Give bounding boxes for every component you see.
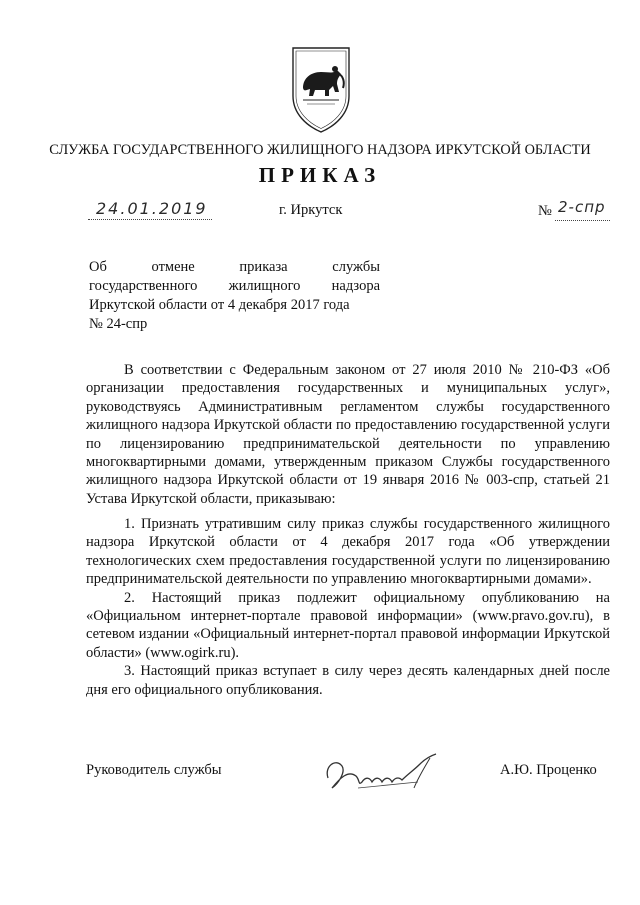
order-items: [86, 515, 610, 699]
preamble-paragraph: В соответствии с Федеральным законом от 27 июля 2010 № 210-ФЗ «Об организации предоставления государственных и муниципальных услуг», руководствуясь Административным регламентом службы государственного жилищного надзора Иркутской области по предоставлению государственной услуги по лицензированию предпринимательской деятельности по управлению многоквартирными домами, утвержденным приказом Службы государственного жилищного надзора Иркутской области от 19 января 2016 № 003-спр, статьей 21 Устава Иркутской области, приказываю:: [86, 362, 610, 507]
document-title: ПРИКАЗ: [258, 163, 382, 187]
date-underline: [88, 219, 212, 220]
document-number: 2-спр: [558, 198, 606, 216]
number-label: №: [538, 203, 552, 219]
subject-line: Иркутской области от 4 декабря 2017 года: [89, 297, 350, 313]
preamble-section: [86, 361, 610, 508]
signatory-name: А.Ю. Проценко: [500, 762, 597, 778]
subject-line: Об отмене приказа службы: [89, 259, 380, 275]
order-item: 1. Признать утратившим силу приказ службы государственного жилищного надзора Иркутской области от 4 декабря 2017 года «Об утверждении технологических схем предоставления государственной услуги по лицензированию предпринимательской деятельности по управлению многоквартирными домами».: [86, 516, 610, 588]
document-city: г. Иркутск: [279, 202, 343, 218]
subject-line: государственного жилищного надзора: [89, 278, 380, 294]
document-subject: [89, 258, 380, 334]
order-item: 3. Настоящий приказ вступает в силу через десять календарных дней после дня его официального опубликования.: [86, 663, 610, 698]
signatory-role: Руководитель службы: [86, 762, 222, 778]
number-underline: [555, 220, 610, 221]
document-date: 24.01.2019: [96, 199, 208, 218]
order-item: 2. Настоящий приказ подлежит официальному опубликованию на «Официальном интернет-портале правовой информации» (www.pravo.gov.ru), в сетевом издании «Официальный интернет-портал правовой информации Иркутской области» (www.ogirk.ru).: [86, 589, 610, 661]
subject-line: № 24-спр: [89, 316, 148, 332]
organization-name: СЛУЖБА ГОСУДАРСТВЕННОГО ЖИЛИЩНОГО НАДЗОРА ИРКУТСКОЙ ОБЛАСТИ: [49, 142, 591, 158]
coat-of-arms-icon: [289, 44, 353, 134]
handwritten-signature-icon: [318, 748, 448, 798]
